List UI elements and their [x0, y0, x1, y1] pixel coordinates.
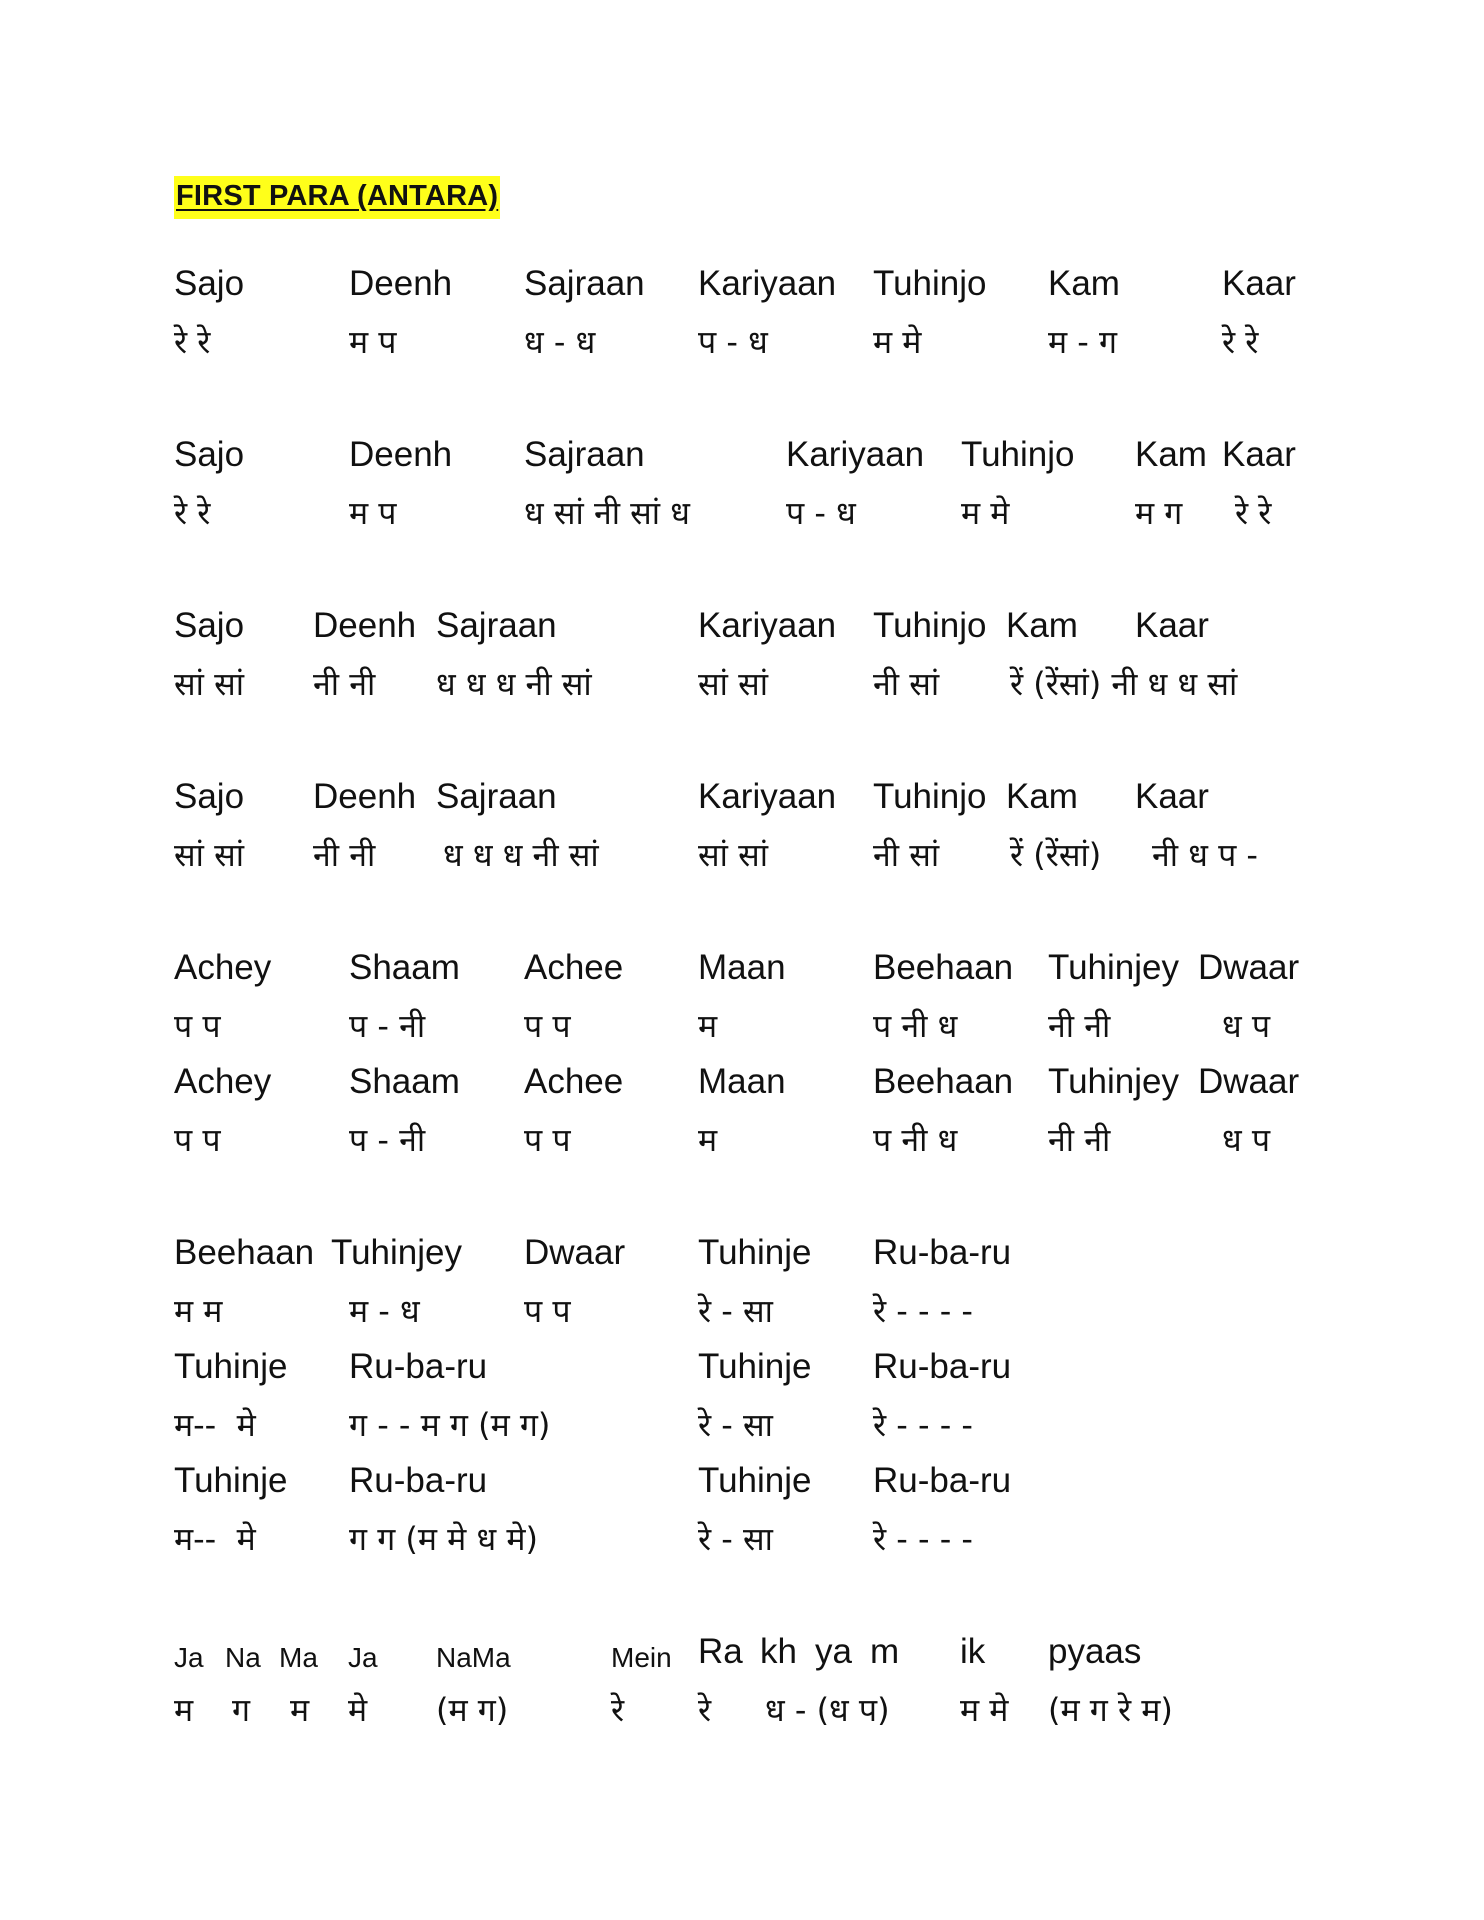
- lyric-word: Ru-ba-ru: [349, 1347, 488, 1386]
- swar-notation: रे - सा: [698, 1520, 773, 1558]
- swar-notation: प - नी: [349, 1007, 426, 1045]
- lyric-word: Beehaan: [873, 1062, 1014, 1101]
- lyric-word: Tuhinjo: [873, 606, 987, 645]
- swar-notation: प - नी: [349, 1121, 426, 1159]
- lyric-word: Achee: [524, 948, 624, 987]
- swar-notation: म - ध: [349, 1292, 420, 1330]
- lyric-word: Tuhinje: [698, 1461, 812, 1500]
- swar-notation: प प: [524, 1121, 571, 1159]
- lyric-word: NaMa: [436, 1642, 511, 1673]
- swar-notation: ग ग (म मे ध मे): [349, 1520, 538, 1558]
- swar-notation: म - ग: [1048, 323, 1118, 361]
- lyric-word: Kaar: [1135, 606, 1209, 645]
- lyric-word: Dwaar: [1198, 948, 1300, 987]
- lyric-word: ya: [815, 1632, 852, 1671]
- swar-notation: रे रे: [174, 494, 211, 532]
- lyric-word: Ru-ba-ru: [873, 1347, 1012, 1386]
- swar-notation: रे रे: [1235, 494, 1272, 532]
- lyric-word: Dwaar: [1198, 1062, 1300, 1101]
- lyric-word: Kam: [1048, 264, 1120, 303]
- swar-notation: सां सां: [698, 836, 769, 874]
- lyric-word: Sajo: [174, 606, 245, 645]
- swar-notation: म ग: [1135, 494, 1183, 532]
- swar-notation: नी नी: [1048, 1007, 1111, 1045]
- swar-notation: नी नी: [313, 836, 376, 874]
- swar-notation: रें (रेंसां) नी ध ध सां: [1010, 665, 1238, 703]
- swar-notation: नी सां: [873, 665, 940, 703]
- lyric-word: Sajo: [174, 435, 245, 474]
- lyric-word: Tuhinje: [174, 1461, 288, 1500]
- lyric-word: Maan: [698, 1062, 786, 1101]
- lyric-word: Sajraan: [436, 606, 557, 645]
- lyric-word: Beehaan: [174, 1233, 315, 1272]
- swar-notation: प प: [524, 1292, 571, 1330]
- lyric-word: Ru-ba-ru: [873, 1461, 1012, 1500]
- swar-notation: रें (रेंसां): [1010, 836, 1102, 874]
- lyric-word: Kariyaan: [786, 435, 925, 474]
- swar-notation: ध प: [1222, 1121, 1271, 1159]
- lyric-word: Ja: [174, 1642, 204, 1673]
- lyric-word: Ja: [348, 1642, 378, 1673]
- swar-notation: म: [698, 1121, 718, 1159]
- lyric-word: Achey: [174, 948, 272, 987]
- lyric-word: pyaas: [1048, 1632, 1142, 1671]
- swar-notation: रे: [611, 1691, 625, 1729]
- lyric-word: Tuhinjo: [961, 435, 1075, 474]
- swar-notation: प प: [174, 1121, 221, 1159]
- swar-notation: नी नी: [313, 665, 376, 703]
- lyric-word: Tuhinjey: [1048, 1062, 1179, 1101]
- lyric-word: Maan: [698, 948, 786, 987]
- lyric-word: Tuhinjey: [331, 1233, 462, 1272]
- swar-notation: म: [698, 1007, 718, 1045]
- lyric-word: Sajraan: [524, 435, 645, 474]
- lyric-word: Tuhinje: [698, 1347, 812, 1386]
- swar-notation: रे - - - -: [873, 1406, 973, 1444]
- lyric-word: Ru-ba-ru: [873, 1233, 1012, 1272]
- lyric-word: Kaar: [1135, 777, 1209, 816]
- swar-notation: रे: [698, 1691, 712, 1729]
- lyric-word: ik: [960, 1632, 986, 1671]
- lyric-word: Kaar: [1222, 264, 1296, 303]
- lyric-word: Sajo: [174, 264, 245, 303]
- lyric-word: Deenh: [349, 264, 453, 303]
- lyric-word: Tuhinje: [698, 1233, 812, 1272]
- lyric-word: Deenh: [313, 606, 417, 645]
- lyric-word: Sajraan: [524, 264, 645, 303]
- lyric-word: m: [870, 1632, 900, 1671]
- swar-notation: (म ग रे म): [1048, 1691, 1173, 1729]
- swar-notation: रे - सा: [698, 1292, 773, 1330]
- swar-notation: म-- मे: [174, 1406, 256, 1444]
- lyric-word: Sajo: [174, 777, 245, 816]
- swar-notation: प नी ध: [873, 1007, 958, 1045]
- lyric-word: Deenh: [313, 777, 417, 816]
- lyric-word: Kam: [1135, 435, 1207, 474]
- swar-notation: रे - - - -: [873, 1520, 973, 1558]
- swar-notation: मे: [348, 1691, 368, 1729]
- swar-notation: प नी ध: [873, 1121, 958, 1159]
- swar-notation: म मे: [961, 494, 1010, 532]
- swar-notation: रे - - - -: [873, 1292, 973, 1330]
- lyric-word: kh: [760, 1632, 797, 1671]
- swar-notation: ग - - म ग (म ग): [349, 1406, 551, 1444]
- swar-notation: नी ध प -: [1152, 836, 1258, 874]
- lyric-word: Tuhinjey: [1048, 948, 1179, 987]
- section-heading: FIRST PARA (ANTARA): [174, 176, 500, 219]
- lyric-word: Kariyaan: [698, 606, 837, 645]
- swar-notation: म-- मे: [174, 1520, 256, 1558]
- lyric-word: Sajraan: [436, 777, 557, 816]
- swar-notation: म मे: [873, 323, 922, 361]
- swar-notation: ध सां नी सां ध: [524, 494, 690, 532]
- swar-notation: ध - (ध प): [765, 1691, 890, 1729]
- lyric-word: Ru-ba-ru: [349, 1461, 488, 1500]
- lyric-word: Shaam: [349, 1062, 460, 1101]
- lyric-word: Kariyaan: [698, 777, 837, 816]
- swar-notation: म मे: [960, 1691, 1009, 1729]
- swar-notation: नी नी: [1048, 1121, 1111, 1159]
- lyric-word: Achey: [174, 1062, 272, 1101]
- lyric-word: Kaar: [1222, 435, 1296, 474]
- swar-notation: रे रे: [174, 323, 211, 361]
- lyric-word: Ma: [279, 1642, 318, 1673]
- lyric-word: Kariyaan: [698, 264, 837, 303]
- lyric-word: Ra: [698, 1632, 743, 1671]
- swar-notation: सां सां: [174, 836, 245, 874]
- lyric-word: Deenh: [349, 435, 453, 474]
- lyric-word: Shaam: [349, 948, 460, 987]
- lyric-word: Tuhinje: [174, 1347, 288, 1386]
- swar-notation: ध प: [1222, 1007, 1271, 1045]
- swar-notation: म प: [349, 323, 397, 361]
- lyric-word: Achee: [524, 1062, 624, 1101]
- swar-notation: ध ध ध नी सां: [443, 836, 599, 874]
- swar-notation: ध - ध: [524, 323, 596, 361]
- swar-notation: सां सां: [698, 665, 769, 703]
- swar-notation: सां सां: [174, 665, 245, 703]
- lyric-word: Tuhinjo: [873, 777, 987, 816]
- lyric-word: Na: [225, 1642, 261, 1673]
- swar-notation: म म: [174, 1292, 223, 1330]
- swar-notation: प - ध: [786, 494, 856, 532]
- lyric-word: Kam: [1006, 606, 1078, 645]
- swar-notation: ग: [232, 1691, 251, 1729]
- swar-notation: म: [174, 1691, 194, 1729]
- swar-notation: नी सां: [873, 836, 940, 874]
- swar-notation: प प: [524, 1007, 571, 1045]
- lyric-word: Tuhinjo: [873, 264, 987, 303]
- lyric-word: Beehaan: [873, 948, 1014, 987]
- swar-notation: प प: [174, 1007, 221, 1045]
- swar-notation: (म ग): [436, 1691, 509, 1729]
- swar-notation: म: [290, 1691, 310, 1729]
- lyric-word: Mein: [611, 1642, 672, 1673]
- swar-notation: रे - सा: [698, 1406, 773, 1444]
- lyric-word: Kam: [1006, 777, 1078, 816]
- swar-notation: म प: [349, 494, 397, 532]
- swar-notation: ध ध ध नी सां: [436, 665, 592, 703]
- swar-notation: प - ध: [698, 323, 768, 361]
- swar-notation: रे रे: [1222, 323, 1259, 361]
- lyric-word: Dwaar: [524, 1233, 626, 1272]
